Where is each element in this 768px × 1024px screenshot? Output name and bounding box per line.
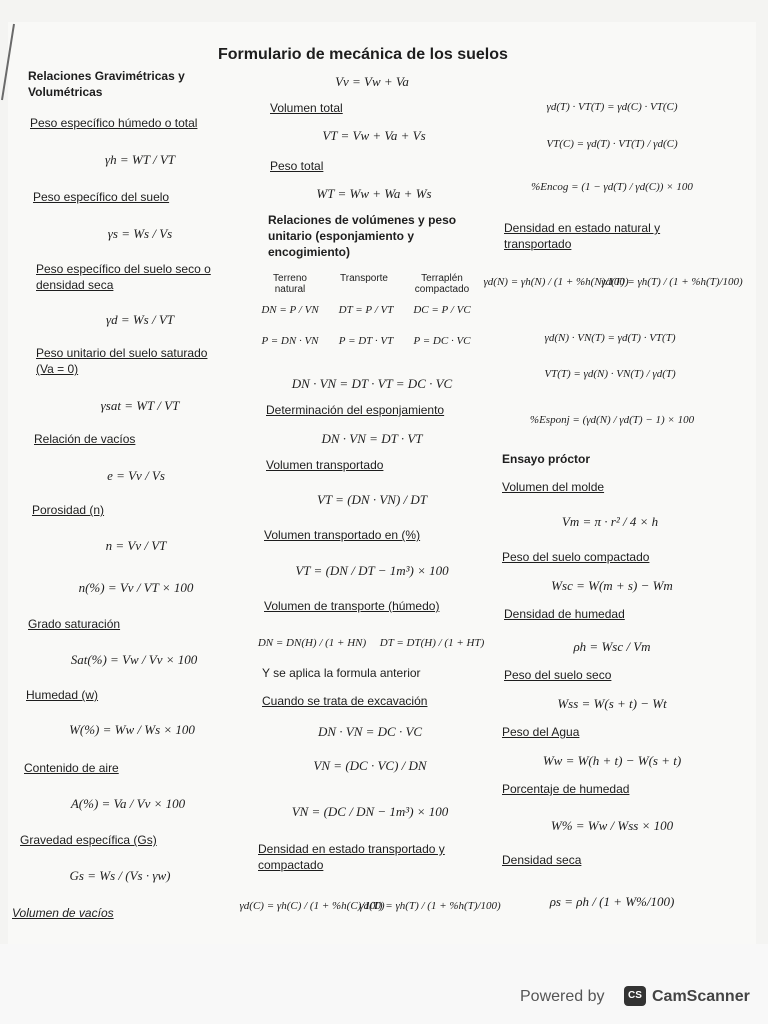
formula-gravedad-especifica: Gs = Ws / (Vs · γw): [69, 868, 171, 883]
label-porosidad: Porosidad (n): [32, 503, 105, 517]
camscanner-brand: CamScanner: [652, 988, 750, 1005]
formula-volumen-molde: Vm = π · r² / 4 × h: [561, 514, 659, 529]
formula-peso-especifico-humedo: γh = WT / VT: [104, 152, 176, 167]
formula-excavacion-3: VN = (DC / DN − 1m³) × 100: [291, 804, 449, 819]
formula-densidad-transportado: γd(T) = γh(T) / (1 + %h(T)/100): [359, 900, 501, 912]
formula-dn: DN = P / VN: [261, 304, 319, 316]
formula-porosidad-pct: n(%) = Vv / VT × 100: [78, 580, 194, 595]
formula-peso-especifico-suelo: γs = Ws / Vs: [107, 226, 173, 241]
col-head-terreno: [273, 273, 307, 295]
formula-dn-humedo: DN = DN(H) / (1 + HN): [257, 637, 367, 649]
col-head-transporte: [340, 273, 388, 284]
dens-tc-line-1: Densidad en estado transportado y: [258, 842, 445, 856]
label-gravedad-especifica: Gravedad específica (Gs): [20, 833, 157, 847]
label-excavacion: Cuando se trata de excavación: [262, 694, 428, 708]
formula-peso-seco: Wss = W(s + t) − Wt: [557, 696, 667, 711]
formula-vt-compactado: VT(C) = γd(T) · VT(T) / γd(C): [546, 138, 678, 150]
label-va-cero: (Va = 0): [36, 362, 79, 376]
dens-nt-line-1: Densidad en estado natural y: [504, 221, 661, 235]
col-head-terraplen-line-2: compactado: [414, 284, 470, 295]
formula-excavacion-1: DN · VN = DC · VC: [317, 724, 423, 739]
label-volumen-molde: Volumen del molde: [502, 480, 605, 494]
formula-dt: DT = P / VT: [338, 304, 394, 316]
label-peso-saturado: Peso unitario del suelo saturado: [36, 346, 208, 360]
heading-line-2: Volumétricas: [28, 85, 103, 99]
formula-esponjamiento-pct: %Esponj = (γd(N) / γd(T) − 1) × 100: [529, 414, 695, 426]
label-densidad-natural-transportado: [504, 220, 660, 252]
label-humedad: Humedad (w): [26, 688, 99, 702]
formula-volumen-vacios: Vv = Vw + Va: [335, 74, 409, 89]
formula-encogimiento: %Encog = (1 − γd(T) / γd(C)) × 100: [531, 181, 693, 193]
formula-dt-humedo: DT = DT(H) / (1 + HT): [379, 637, 485, 649]
camscanner-logo-icon: CS: [624, 986, 646, 1006]
section-heading-relaciones-volumenes: [268, 212, 456, 260]
col-head-terreno-line-2: natural: [274, 284, 306, 295]
formula-excavacion-2: VN = (DC · VC) / DN: [313, 758, 427, 773]
formula-p-natural: P = DN · VN: [261, 335, 319, 347]
section-heading-proctor: Ensayo próctor: [502, 452, 591, 466]
label-volumen-transportado-pct: Volumen transportado en (%): [264, 528, 421, 542]
label-peso-total: Peso total: [270, 159, 324, 173]
label-esponjamiento: Determinación del esponjamiento: [266, 403, 445, 417]
formula-p-transporte: P = DT · VT: [338, 335, 394, 347]
formula-grado-saturacion: Sat(%) = Vw / Vv × 100: [70, 652, 198, 667]
label-peso-agua: Peso del Agua: [502, 725, 580, 739]
label-volumen-total: Volumen total: [270, 101, 343, 115]
formula-peso-total: WT = Ww + Wa + Ws: [316, 186, 432, 201]
page-title: Formulario de mecánica de los suelos: [218, 46, 508, 63]
label-densidad-seca-proctor: Densidad seca: [502, 853, 582, 867]
formula-densidad-seca-proctor: ρs = ρh / (1 + W%/100): [549, 894, 675, 909]
label-peso-especifico-suelo: Peso específico del suelo: [33, 190, 170, 204]
col-head-terraplen: [415, 273, 469, 295]
col-head-terreno-line-1: Terreno: [273, 273, 307, 284]
scanner-footer: [0, 944, 768, 1024]
label-peso-compactado: Peso del suelo compactado: [502, 550, 650, 564]
text-se-aplica: Y se aplica la formula anterior: [262, 666, 421, 680]
rel-heading-line-1: Relaciones de volúmenes y peso: [268, 213, 457, 227]
formula-densidad-transportado-2: γd(T) = γh(T) / (1 + %h(T)/100): [601, 276, 743, 288]
formula-igualdad-compactado: γd(T) · VT(T) = γd(C) · VT(C): [546, 101, 678, 113]
dens-tc-line-2: compactado: [258, 858, 324, 872]
formula-volumen-transportado-pct: VT = (DN / DT − 1m³) × 100: [295, 563, 449, 578]
page-edge-mark: [0, 22, 16, 102]
formula-volumen-total: VT = Vw + Va + Vs: [322, 128, 426, 143]
col-head-transporte-line-1: Transporte: [340, 273, 388, 284]
formula-igualdad-volumenes: DN · VN = DT · VT = DC · VC: [291, 376, 453, 391]
label-peso-seco: Peso del suelo seco: [504, 668, 612, 682]
label-volumen-humedo: Volumen de transporte (húmedo): [264, 599, 440, 613]
label-densidad-transportado-compactado: [258, 841, 445, 873]
label-volumen-transportado: Volumen transportado: [266, 458, 384, 472]
formula-densidad-natural: γd(N) = γh(N) / (1 + %h(N)/100): [483, 276, 629, 288]
formula-porcentaje-humedad: W% = Ww / Wss × 100: [550, 818, 674, 833]
col-head-terraplen-line-1: Terraplén: [421, 273, 463, 284]
label-grado-saturacion: Grado saturación: [28, 617, 121, 631]
label-peso-especifico-seco: Peso específico del suelo seco o: [36, 262, 211, 276]
label-relacion-vacios: Relación de vacíos: [34, 432, 136, 446]
formula-densidad-humedad: ρh = Wsc / Vm: [573, 639, 651, 654]
formula-relacion-vacios: e = Vv / Vs: [107, 468, 165, 483]
formula-peso-saturado: γsat = WT / VT: [100, 398, 180, 413]
formula-humedad: W(%) = Ww / Ws × 100: [69, 722, 195, 737]
formula-esponjamiento: DN · VN = DT · VT: [321, 431, 423, 446]
label-densidad-seca: densidad seca: [36, 278, 114, 292]
formula-porosidad: n = Vv / VT: [105, 538, 167, 553]
formula-p-compactado: P = DC · VC: [413, 335, 471, 347]
formula-volumen-transportado: VT = (DN · VN) / DT: [316, 492, 428, 507]
formula-vt-transportado: VT(T) = γd(N) · VN(T) / γd(T): [544, 368, 676, 380]
formula-densidad-seca: γd = Ws / VT: [105, 312, 175, 327]
formula-igualdad-natural: γd(N) · VN(T) = γd(T) · VT(T): [544, 332, 676, 344]
label-peso-especifico-humedo: Peso específico húmedo o total: [30, 116, 198, 130]
formula-densidad-compactado: γd(C) = γh(C) / (1 + %h(C)/100): [239, 900, 385, 912]
powered-by-text: Powered by: [520, 988, 605, 1005]
formula-dc: DC = P / VC: [413, 304, 471, 316]
heading-line-1: Relaciones Gravimétricas y: [28, 69, 185, 83]
label-volumen-vacios: Volumen de vacíos: [12, 906, 114, 920]
label-porcentaje-humedad: Porcentaje de humedad: [502, 782, 630, 796]
rel-heading-line-3: encogimiento): [268, 245, 351, 259]
formula-peso-compactado: Wsc = W(m + s) − Wm: [551, 578, 673, 593]
dens-nt-line-2: transportado: [504, 237, 572, 251]
formula-contenido-aire: A(%) = Va / Vv × 100: [70, 796, 186, 811]
label-densidad-humedad: Densidad de humedad: [504, 607, 625, 621]
label-contenido-aire: Contenido de aire: [24, 761, 119, 775]
formula-peso-agua: Ww = W(h + t) − W(s + t): [542, 753, 682, 768]
section-heading-relaciones: [28, 68, 185, 100]
rel-heading-line-2: unitario (esponjamiento y: [268, 229, 415, 243]
